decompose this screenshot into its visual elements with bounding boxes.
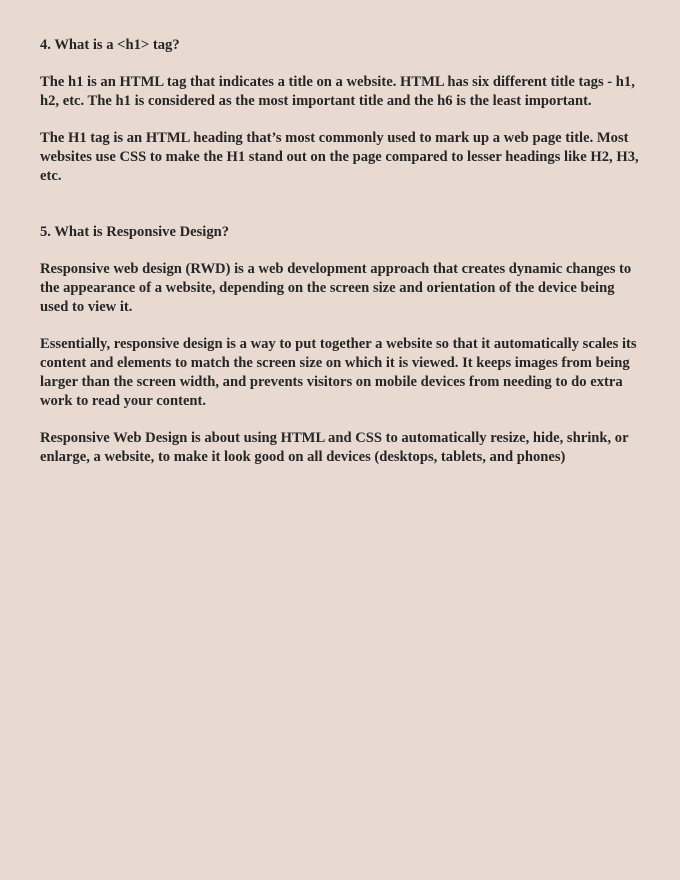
- section-responsive-design: [40, 223, 642, 467]
- section-h1-tag: [40, 36, 642, 186]
- answer-paragraph: Responsive Web Design is about using HTML and CSS to automatically resize, hide, shrink, or enlarge, a website, to make it look good on all devices (desktops, tablets, and phones): [40, 430, 629, 465]
- question-heading: 5. What is Responsive Design?: [40, 224, 230, 240]
- answer-paragraph: The H1 tag is an HTML heading that’s most commonly used to mark up a web page title. Most websites use CSS to make the H1 stand out on the page compared to lesser headings like H2, H3, etc.: [40, 130, 639, 184]
- answer-paragraph: Responsive web design (RWD) is a web development approach that creates dynamic changes to the appearance of a website, depending on the screen size and orientation of the device being used to view it.: [40, 261, 632, 315]
- answer-paragraph: Essentially, responsive design is a way to put together a website so that it automatically scales its content and elements to match the screen size on which it is viewed. It keeps images from being larger than the screen width, and prevents visitors on mobile devices from needing to do extra work to read your content.: [40, 336, 637, 409]
- answer-paragraph: The h1 is an HTML tag that indicates a title on a website. HTML has six different title tags - h1, h2, etc. The h1 is considered as the most important title and the h6 is the least important.: [40, 74, 635, 109]
- question-heading: 4. What is a <h1> tag?: [40, 37, 180, 53]
